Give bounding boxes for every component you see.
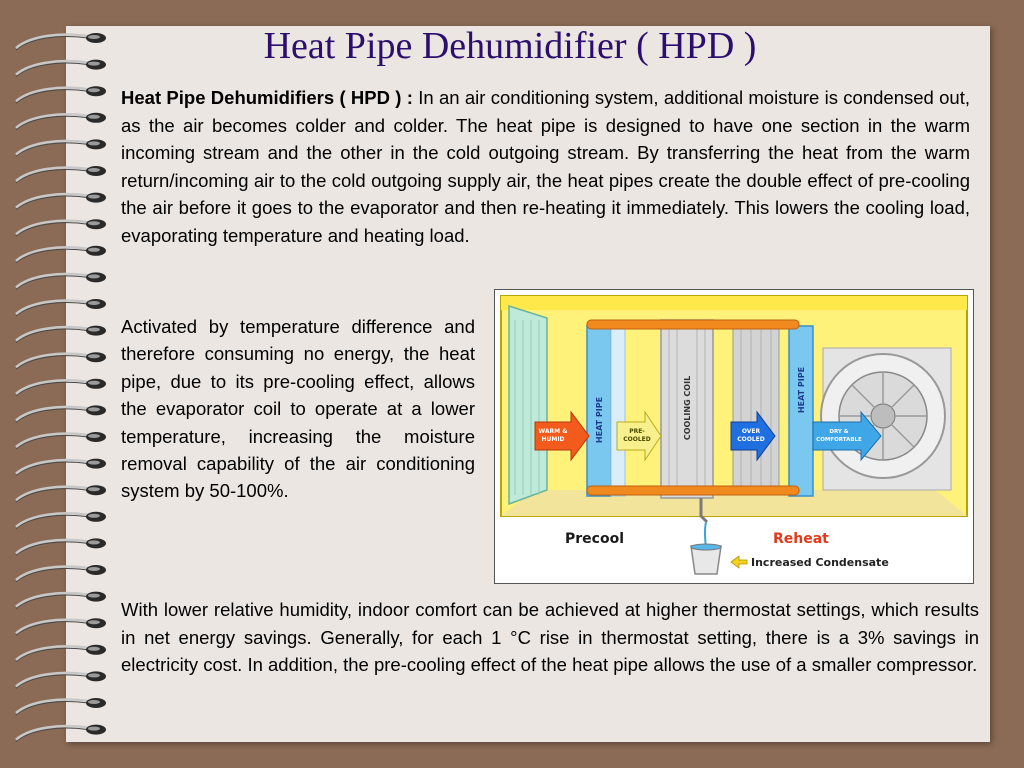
arrow-warm-label-2: HUMID: [541, 436, 565, 443]
blower-fan: [821, 348, 951, 490]
binding-ring: [16, 113, 106, 130]
binding-ring: [16, 432, 106, 449]
reheat-label: Reheat: [773, 531, 829, 547]
arrow-precooled-label-2: COOLED: [623, 436, 651, 443]
binding-ring: [16, 459, 106, 476]
binding-ring: [16, 538, 106, 555]
arrow-dry-label-2: COMFORTABLE: [816, 437, 862, 443]
binding-ring: [16, 512, 106, 529]
binding-ring: [16, 86, 106, 103]
binding-ring: [16, 725, 106, 742]
side-paragraph: Activated by temperature difference and therefore consuming no energy, the heat pipe, due to its pre-cooling effect, allows the evaporator coil to operate at a lower temperature, increasing the moisture removal capability of the air conditioning system by 50-100%.: [121, 316, 475, 502]
binding-ring: [16, 326, 106, 343]
binding-ring: [16, 60, 106, 77]
binding-ring: [16, 698, 106, 715]
binding-ring: [16, 592, 106, 609]
cooling-coil-label: COOLING COIL: [683, 375, 692, 441]
binding-ring: [16, 33, 106, 50]
arrow-precooled-label-1: PRE-: [629, 428, 645, 435]
binding-ring: [16, 645, 106, 662]
binding-ring: [16, 565, 106, 582]
binding-ring: [16, 352, 106, 369]
heat-pipe-diagram: [494, 289, 974, 584]
arrow-warm-label-1: WARM &: [538, 428, 568, 435]
intro-paragraph: [121, 84, 970, 249]
binding-ring: [16, 166, 106, 183]
condensate-bucket: [691, 544, 721, 574]
binding-ring: [16, 246, 106, 263]
binding-ring: [16, 139, 106, 156]
binding-ring: [16, 618, 106, 635]
binding-ring: [16, 671, 106, 688]
binding-ring: [16, 379, 106, 396]
binding-ring: [16, 405, 106, 422]
precool-label: Precool: [565, 531, 624, 547]
condensate-label: Increased Condensate: [751, 556, 889, 569]
bottom-paragraph: With lower relative humidity, indoor comfort can be achieved at higher thermostat settings, which results in net energy savings. Generally, for each 1 °C rise in thermostat setting, there is a 3% savings in electricity cost. In addition, the pre-cooling effect of the heat pipe allows the use of a smaller compressor.: [121, 599, 979, 675]
heat-pipe-left-label: HEAT PIPE: [595, 396, 604, 444]
binding-ring: [16, 299, 106, 316]
binding-ring: [16, 193, 106, 210]
intro-heading: Heat Pipe Dehumidifiers ( HPD ) :: [121, 87, 413, 108]
binding-ring: [16, 219, 106, 236]
arrow-overcooled-label-2: COOLED: [737, 436, 765, 443]
arrow-dry-label-1: DRY &: [829, 429, 849, 435]
intro-text: In an air conditioning system, additional moisture is condensed out, as the air becomes colder and colder. The heat pipe is designed to have one section in the warm incoming stream and the other in the cold outgoing stream. By transferring the heat from the warm return/incoming air to the cold outgoing supply air, the heat pipes create the double effect of pre-cooling the air before it goes to the evaporator and then re-heating it immediately. This lowers the cooling load, evaporating temperature and heating load.: [121, 87, 970, 246]
arrow-overcooled-label-1: OVER: [741, 428, 761, 435]
condensate-arrow: [731, 556, 747, 568]
heat-pipe-right-label: HEAT PIPE: [797, 366, 806, 414]
binding-ring: [16, 272, 106, 289]
spiral-binding: [0, 0, 132, 768]
binding-ring: [16, 485, 106, 502]
page-title: Heat Pipe Dehumidifier ( HPD ): [263, 25, 757, 67]
